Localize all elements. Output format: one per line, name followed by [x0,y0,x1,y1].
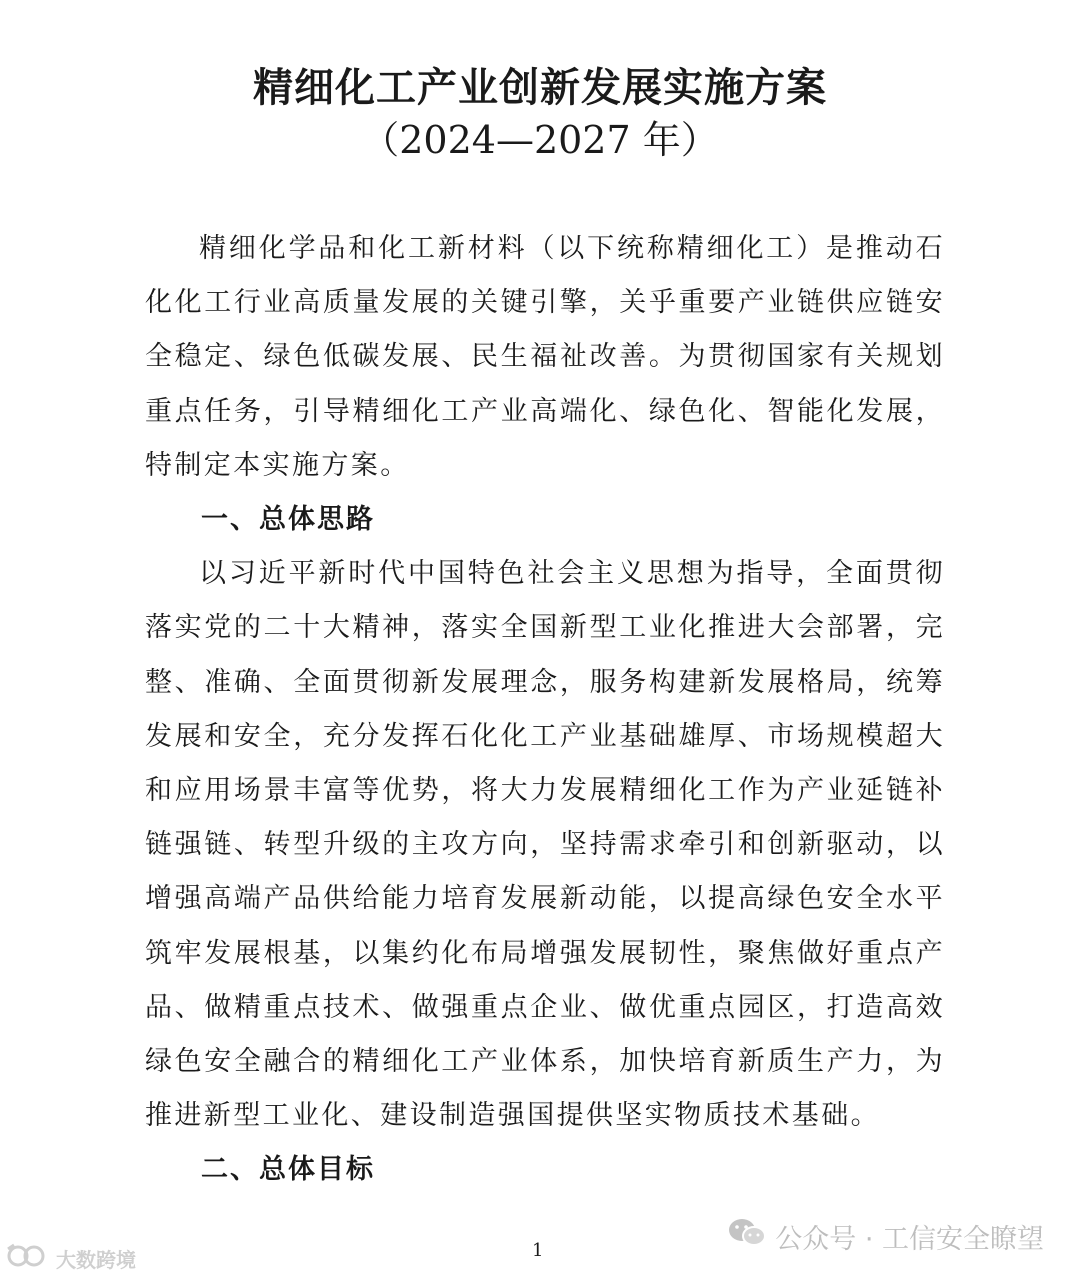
document-subtitle: （2024—2027 年） [361,118,719,162]
document-body [145,222,945,1198]
section-1-paragraph: 以习近平新时代中国特色社会主义思想为指导，全面贯彻落实党的二十大精神，落实全国新型工业化推进大会部署，完整、准确、全面贯彻新发展理念，服务构建新发展格局，统筹发展和安全，充分发挥石化化工产业基础雄厚、市场规模超大和应用场景丰富等优势，将大力发展精细化工作为产业延链补链强链、转型升级的主攻方向，坚持需求牵引和创新驱动，以增强高端产品供给能力培育发展新动能，以提高绿色安全水平筑牢发展根基，以集约化布局增强发展韧性，聚焦做好重点产品、做精重点技术、做强重点企业、做优重点园区，打造高效绿色安全融合的精细化工产业体系，加快培育新质生产力，为推进新型工业化、建设制造强国提供坚实物质技术基础。 [145,558,945,1132]
document-title: 精细化工产业创新发展实施方案 [253,65,827,111]
watermark-right-text: 公众号 · 工信安全瞭望 [775,1224,1044,1255]
section-heading-2: 二、总体目标 [201,1154,375,1186]
section-heading-1: 一、总体思路 [201,504,375,536]
watermark-left-text: 大数跨境 [56,1248,136,1272]
wechat-icon [727,1216,775,1257]
watermark-left [6,1243,136,1274]
watermark-right [727,1216,1044,1257]
page-number: 1 [532,1240,544,1261]
intro-paragraph: 精细化学品和化工新材料（以下统称精细化工）是推动石化化工行业高质量发展的关键引擎，关乎重要产业链供应链安全稳定、绿色低碳发展、民生福祉改善。为贯彻国家有关规划重点任务，引导精细化工产业高端化、绿色化、智能化发展，特制定本实施方案。 [145,233,945,481]
brand-logo-icon [6,1243,56,1274]
